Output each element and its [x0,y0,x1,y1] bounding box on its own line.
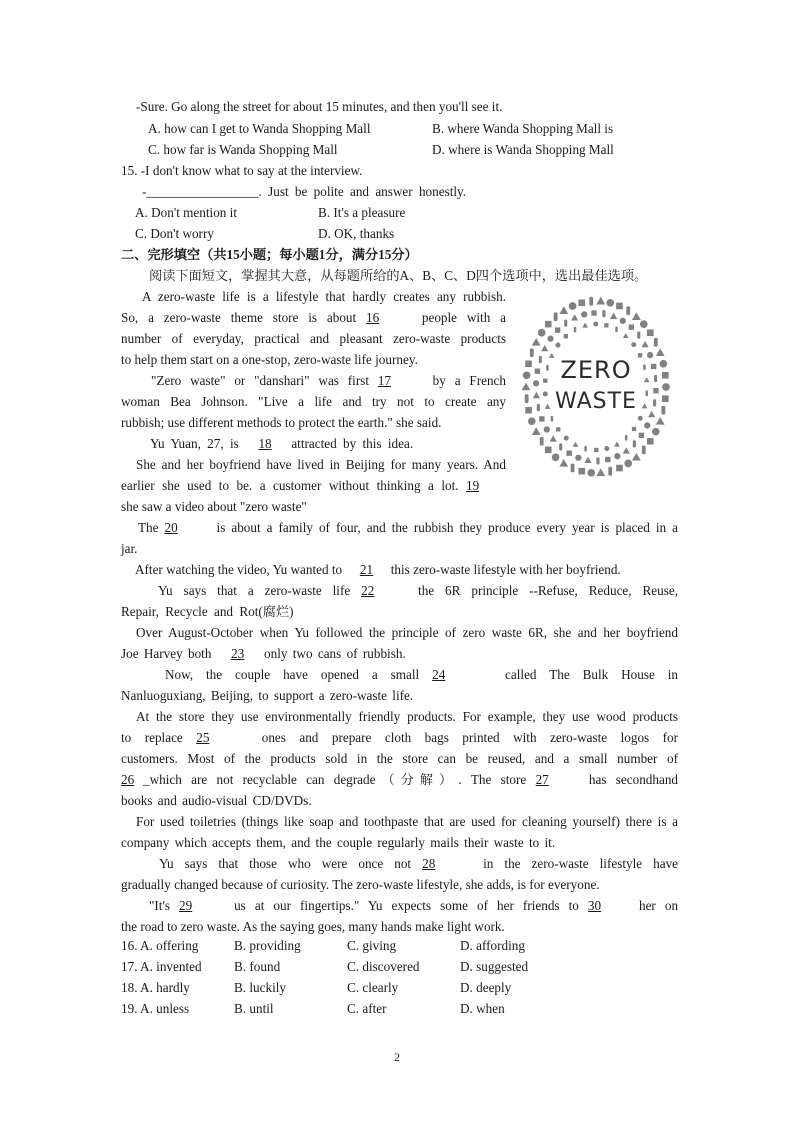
logo-icon-shape [652,428,660,436]
blank-29: 29 [179,898,193,913]
blank-30: 30 [587,898,602,913]
choice-16-b: B. providing [234,938,301,953]
logo-icon-shape [625,435,628,441]
logo-icon-shape [566,450,571,455]
blank-24: 24 [432,667,446,682]
blank-22: 22 [361,583,375,598]
logo-icon-shape [539,416,544,421]
logo-icon-shape [525,360,532,367]
logo-icon-shape [648,411,655,417]
choice-16-c: C. giving [347,938,397,953]
passage-line-16: Repair, Recycle and Rot(腐烂) [121,604,294,619]
choice-18-b: B. luckily [234,980,287,995]
blank-23: 23 [231,646,245,661]
logo-icon-shape [523,371,531,379]
choice-18-d: D. deeply [460,980,512,995]
logo-icon-shape [638,353,642,357]
logo-icon-shape [556,427,560,431]
logo-icon-shape [596,468,605,476]
passage-line-30: "It's 29 us at our fingertips." Yu expects some of her friends to 30 her on [149,898,679,913]
logo-icon-shape [555,327,560,332]
logo-icon-shape [604,323,608,327]
logo-icon-shape [540,437,544,446]
logo-icon-shape [643,364,646,370]
logo-icon-shape [537,404,540,411]
q14-option-a: A. how can I get to Wanda Shopping Mall [148,121,371,136]
logo-icon-shape [640,320,648,328]
logo-icon-shape [584,457,591,463]
logo-icon-shape [593,321,598,326]
blank-17: 17 [377,373,392,388]
logo-icon-shape [539,356,542,363]
logo-icon-shape [614,442,620,447]
logo-icon-shape [552,453,560,461]
logo-icon-shape [662,383,670,391]
logo-icon-shape [581,311,587,317]
blank-16: 16 [366,310,380,325]
logo-icon-shape [647,352,653,358]
logo-icon-shape [551,416,554,422]
logo-icon-shape [644,377,650,382]
logo-icon-shape [654,338,658,347]
logo-icon-shape [543,379,547,383]
q14-option-c: C. how far is Wanda Shopping Mall [148,142,338,157]
logo-icon-shape [582,323,588,328]
section-heading: 二、完形填空（共15小题；每小题1分，满分15分） [121,247,418,262]
logo-icon-shape [564,436,569,441]
passage-line-6: woman Bea Johnson. "Live a life and try not to create any [121,394,506,409]
passage-line-23: customers. Most of the products sold in the store can be reused, and a small number of [121,751,678,766]
logo-icon-shape [656,417,665,425]
logo-icon-shape [662,395,669,402]
logo-icon-shape [624,460,632,468]
logo-icon-shape [555,343,560,348]
passage-line-27: company which accepts them, and the couple regularly mails their waste to it. [121,835,556,850]
choice-17-a: 17. A. invented [121,959,202,974]
logo-icon-shape [587,469,595,477]
logo-icon-shape [645,390,648,396]
logo-icon-shape [596,457,599,464]
logo-icon-shape [662,372,669,379]
q15-option-a: A. Don't mention it [135,205,238,220]
logo-icon-shape [543,391,548,396]
passage-line-25: books and audio-visual CD/DVDs. [121,793,312,808]
passage-line-29: gradually changed because of curiosity. The zero-waste lifestyle, she adds, is for everyone. [121,877,600,892]
logo-icon-shape [654,375,657,382]
logo-icon-shape [544,426,550,432]
logo-icon-shape [638,416,643,421]
logo-icon-shape [604,446,609,451]
blank-18: 18 [258,436,272,451]
logo-icon-shape [573,442,579,447]
logo-icon-shape [574,327,577,333]
choice-18-a: 18. A. hardly [121,980,190,995]
choice-19-c: C. after [347,1001,387,1016]
logo-icon-shape [530,348,534,357]
blank-21: 21 [359,562,374,577]
q15-answer-blank: _________________ [146,184,259,199]
logo-icon-shape [632,453,641,461]
logo-icon-shape [610,313,617,319]
logo-icon-shape [642,403,648,408]
logo-icon-shape [620,318,626,324]
passage-line-18: Joe Harvey both 23 only two cans of rubbish. [121,646,406,661]
logo-icon-shape [639,433,644,438]
passage-line-9: She and her boyfriend have lived in Beijing for many years. And [136,457,506,472]
logo-icon-shape [578,299,585,306]
passage-line-17: Over August-October when Yu followed the principle of zero waste 6R, she and her boyfriend [136,625,678,640]
logo-icon-shape [533,380,539,386]
logo-icon-shape [554,312,558,321]
logo-icon-shape [545,321,552,328]
passage-line-19: Now, the couple have opened a small 24 called The Bulk House in [165,667,679,682]
logo-text-zero: ZERO [560,356,632,384]
logo-icon-shape [605,457,610,462]
choice-18-c: C. clearly [347,980,399,995]
logo-icon-shape [651,364,656,369]
blank-26: 26 [121,772,135,787]
logo-text-waste: WASTE [555,389,637,414]
logo-icon-shape [632,312,641,320]
logo-icon-shape [545,447,552,454]
choice-19-d: D. when [460,1001,505,1016]
choice-17-b: B. found [234,959,281,974]
passage-line-31: the road to zero waste. As the saying goes, many hands make light work. [121,919,505,934]
zero-waste-logo [520,296,672,478]
logo-icon-shape [631,342,636,347]
logo-icon-shape [528,417,536,425]
choice-19-a: 19. A. unless [121,1001,190,1016]
logo-icon-shape [644,422,650,428]
logo-icon-shape [571,464,575,473]
logo-icon-shape [525,407,532,414]
blank-27: 27 [535,772,549,787]
passage-line-24: 26 _which are not recyclable can degrade（分解）. The store 27 has secondhand [121,772,679,787]
logo-icon-shape [653,399,656,406]
passage-line-3: number of everyday, practical and pleasant zero-waste products [121,331,506,346]
logo-icon-shape [616,303,623,310]
logo-icon-shape [541,345,548,351]
logo-icon-shape [575,455,581,461]
q15-answer-suffix: . Just be polite and answer honestly. [258,184,467,199]
logo-icon-shape [616,465,623,472]
logo-icon-shape [522,383,531,391]
blank-20: 20 [164,520,178,535]
logo-icon-shape [606,299,614,307]
logo-icon-shape [578,468,585,475]
passage-line-22: to replace 25 ones and prepare cloth bags printed with zero-waste logos for [121,730,679,745]
logo-icon-shape [626,306,630,315]
logo-icon-shape [559,459,568,467]
blank-19: 19 [466,478,480,493]
passage-line-14: After watching the video, Yu wanted to 21 this zero-waste lifestyle with her boyfriend. [135,562,621,577]
blank-25: 25 [196,730,210,745]
q15-option-d: D. OK, thanks [318,226,395,241]
q14-answer-line: -Sure. Go along the street for about 15 minutes, and then you'll see it. [136,99,503,114]
logo-icon-shape [602,310,605,317]
q15-option-b: B. It's a pleasure [318,205,406,220]
logo-icon-shape [647,438,654,445]
logo-icon-shape [594,448,598,452]
passage-line-13: jar. [121,541,138,556]
choice-17-c: C. discovered [347,959,420,974]
logo-icon-shape [614,453,620,459]
logo-icon-shape [633,440,636,447]
logo-icon-shape [632,427,636,431]
passage-line-26: For used toiletries (things like soap and toothpaste that are used for cleaning yourself) there is a [136,814,678,829]
logo-icon-shape [549,353,555,358]
logo-icon-shape [564,334,568,338]
section-instruction: 阅读下面短文，掌握其大意，从每题所给的A、B、C、D四个选项中，选出最佳选项。 [149,268,648,283]
q14-option-d: D. where is Wanda Shopping Mall [432,142,614,157]
logo-icon-shape [629,324,634,329]
blank-28: 28 [422,856,436,871]
page-number: 2 [394,1050,400,1064]
logo-icon-shape [653,388,658,393]
logo-icon-shape [547,336,553,342]
logo-icon-shape [533,392,540,398]
logo-icon-shape [591,310,596,315]
q15-answer-prefix: - [142,184,147,199]
logo-icon-shape [559,443,562,450]
logo-icon-shape [596,297,605,305]
passage-line-11: she saw a video about "zero waste" [121,499,307,514]
passage-line-12: The 20 is about a family of four, and the rubbish they produce every year is placed in a [138,520,678,535]
logo-icon-shape [642,341,649,347]
logo-icon-shape [647,329,654,336]
passage-line-8: Yu Yuan, 27, is 18 attracted by this idea. [150,436,414,451]
zero-waste-icon-ring [522,297,670,477]
choice-16-a: 16. A. offering [121,938,199,953]
logo-icon-shape [615,326,618,332]
logo-icon-shape [569,302,577,310]
q15-question: 15. -I don't know what to say at the interview. [121,163,363,178]
logo-icon-shape [661,406,665,415]
passage-line-20: Nanluoguxiang, Beijing, to support a zero-waste life. [121,688,414,703]
choice-17-d: D. suggested [460,959,529,974]
logo-icon-shape [623,333,629,338]
logo-icon-shape [546,365,549,371]
passage-line-15: Yu says that a zero-waste life 22 the 6R principle --Refuse, Reduce, Reuse, [158,583,678,598]
logo-icon-shape [656,348,665,356]
logo-icon-shape [623,447,630,453]
logo-icon-shape [545,404,551,409]
logo-icon-shape [584,446,587,452]
q14-option-b: B. where Wanda Shopping Mall is [432,121,614,136]
choice-16-d: D. affording [460,938,525,953]
logo-icon-shape [559,306,568,314]
passage-line-21: At the store they use environmentally friendly products. For example, they use wood products [136,709,678,724]
q15-option-c: C. Don't worry [135,226,214,241]
q15-answer-line [142,183,466,201]
passage-line-4: to help them start on a one-stop, zero-waste life journey. [121,352,418,367]
logo-icon-shape [608,467,612,476]
logo-icon-shape [642,445,646,454]
passage-line-5: "Zero waste" or "danshari" was first 17 by a French [151,373,506,388]
logo-icon-shape [550,435,557,441]
logo-icon-shape [571,314,578,320]
logo-icon-shape [532,338,541,346]
passage-line-28: Yu says that those who were once not 28 in the zero-waste lifestyle have [159,856,679,871]
choice-19-b: B. until [234,1001,274,1016]
logo-icon-shape [660,360,668,368]
logo-icon-shape [538,329,546,337]
passage-line-1: A zero-waste life is a lifestyle that hardly creates any rubbish. [142,289,506,304]
passage-line-2: So, a zero-waste theme store is about 16 people with a [121,310,507,325]
passage-line-7: rubbish; use different methods to protect the earth." she said. [121,415,442,430]
logo-icon-shape [637,332,640,339]
logo-icon-shape [532,427,541,435]
logo-icon-shape [564,320,567,327]
passage-line-10: earlier she used to be. a customer without thinking a lot. 19 [121,477,506,495]
logo-icon-shape [589,297,593,306]
logo-icon-shape [525,394,529,403]
logo-icon-shape [535,368,540,373]
